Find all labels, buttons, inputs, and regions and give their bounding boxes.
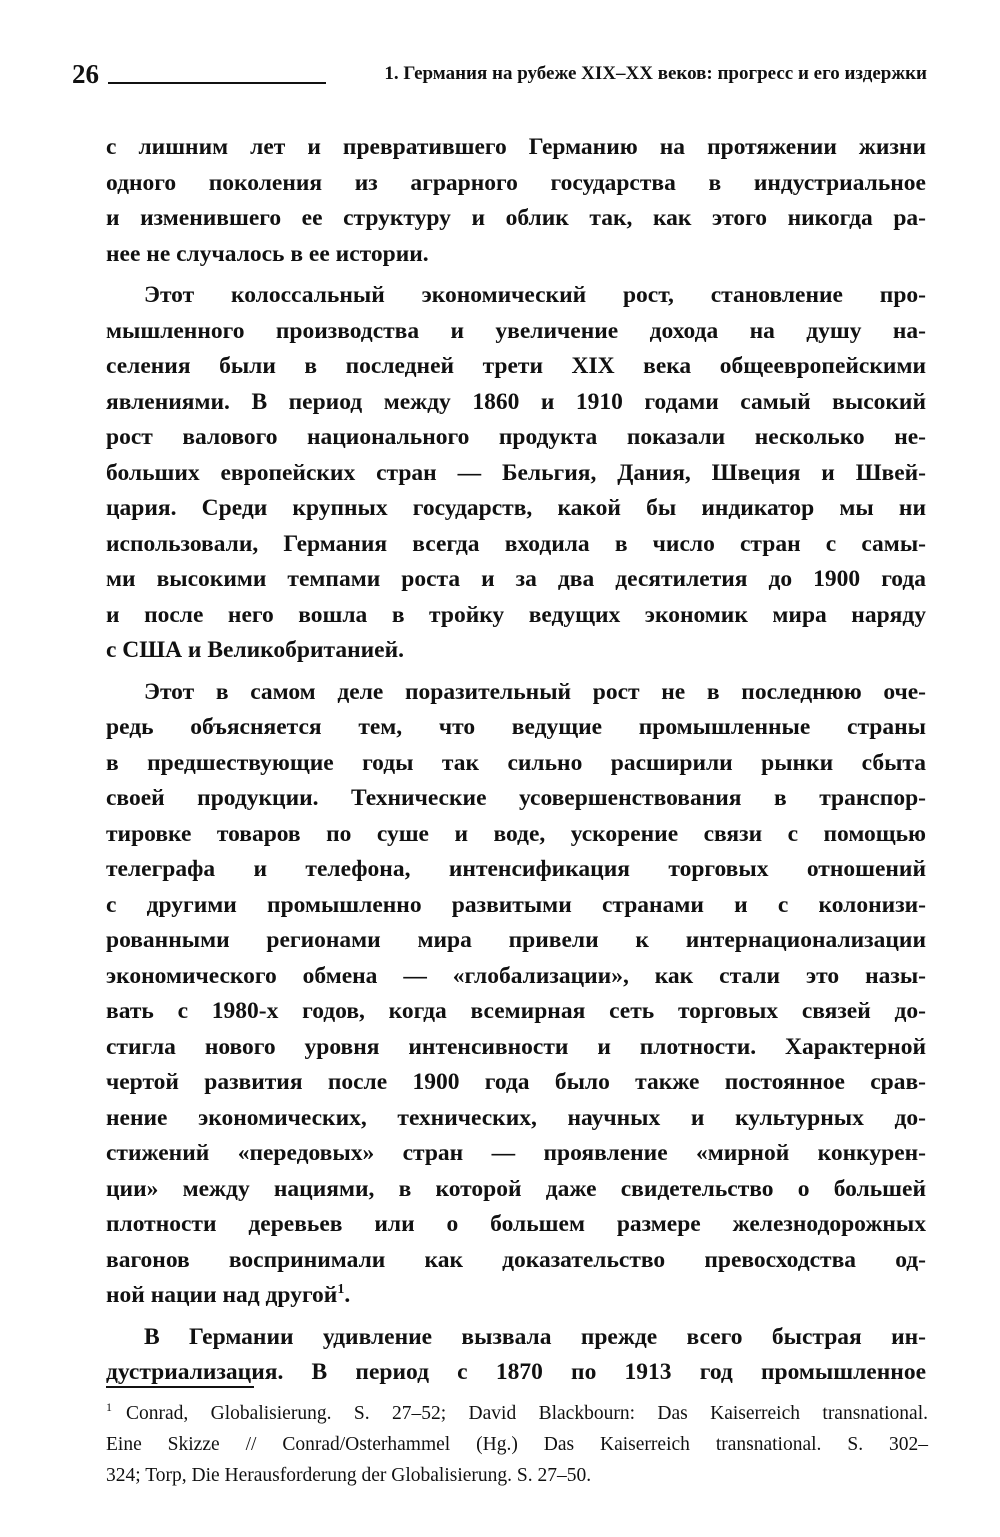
running-head xyxy=(72,58,927,90)
text-line: ции» между нациями, в которой даже свидетельство о большей xyxy=(106,1175,926,1202)
text-line: цария. Среди крупных государств, какой бы индикатор мы ни xyxy=(106,495,926,521)
page-number: 26 xyxy=(72,59,99,89)
text-line: В Германии удивление вызвала прежде всего быстрая ин- xyxy=(144,1323,926,1350)
footnote-reference[interactable]: 1 xyxy=(337,1282,345,1297)
text-line: больших европейских стран — Бельгия, Дания, Швеция и Швей- xyxy=(106,459,926,486)
text-line: использовали, Германия всегда входила в число стран с самы- xyxy=(106,530,926,557)
footnote-line: 324; Torp, Die Herausforderung der Globalisierung. S. 27–50. xyxy=(106,1465,592,1486)
footnote-line-content: Conrad, Globalisierung. S. 27–52; David Blackbourn: Das Kaiserreich transnational. xyxy=(126,1403,928,1424)
text-line: телеграфа и телефона, интенсификация торговых отношений xyxy=(106,856,926,882)
text-line: стижений «передовых» стран — проявление «мирной конкурен- xyxy=(106,1140,926,1166)
chapter-title: 1. Германия на рубеже XIX–XX веков: прогресс и его издержки xyxy=(384,63,927,84)
text-line: вагонов воспринимали как доказательство превосходства од- xyxy=(106,1246,926,1273)
text-line: ми высокими темпами роста и за два десятилетия до 1900 года xyxy=(106,566,926,592)
text-line: и изменившего ее структуру и облик так, как этого никогда ра- xyxy=(106,205,926,231)
text-line: с США и Великобританией. xyxy=(106,637,405,663)
header-rule xyxy=(108,82,326,84)
text-line: и после него вошла в тройку ведущих экономик мира наряду xyxy=(106,601,926,628)
text-line: селения были в последней трети XIX века общеевропейскими xyxy=(106,353,926,379)
text-line: чертой развития после 1900 года было также постоянное срав- xyxy=(106,1069,926,1095)
text-line xyxy=(106,1278,926,1314)
text-line: нение экономических, технических, научных и культурных до- xyxy=(106,1104,926,1131)
text-line: дустриализация. В период с 1870 по 1913 год промышленное xyxy=(106,1359,926,1385)
text-line: редь объясняется тем, что ведущие промышленные страны xyxy=(106,714,926,740)
footnote-marker: 1 xyxy=(106,1400,112,1414)
footnote xyxy=(106,1398,928,1491)
text-line-content: ной нации над другой xyxy=(106,1282,338,1308)
text-line: экономического обмена — «глобализации», как стали это назы- xyxy=(106,962,926,989)
text-line: Этот колоссальный экономический рост, становление про- xyxy=(144,282,926,308)
text-line: рост валового национального продукта показали несколько не- xyxy=(106,424,926,450)
text-line: нее не случалось в ее истории. xyxy=(106,240,429,267)
paragraph xyxy=(106,130,926,272)
text-line: мышленного производства и увеличение дохода на душу на- xyxy=(106,317,926,344)
footnote-trailing-punctuation: . xyxy=(344,1282,351,1308)
text-line: плотности деревьев или о большем размере железнодорожных xyxy=(106,1211,926,1237)
paragraph xyxy=(106,1320,926,1391)
text-line: в предшествующие годы так сильно расширили рынки сбыта xyxy=(106,749,926,776)
text-line: вать с 1980-х годов, когда всемирная сеть торговых связей до- xyxy=(106,998,926,1024)
text-line: своей продукции. Технические усовершенствования в транспор- xyxy=(106,785,926,811)
paragraph xyxy=(106,675,926,1314)
text-line: одного поколения из аграрного государства в индустриальное xyxy=(106,169,926,196)
footnote-line xyxy=(106,1398,928,1429)
text-line: явлениями. В период между 1860 и 1910 годами самый высокий xyxy=(106,388,926,415)
text-line: рованными регионами мира привели к интернационализации xyxy=(106,927,926,953)
text-line: с другими промышленно развитыми странами и с колонизи- xyxy=(106,891,926,918)
text-line: с лишним лет и превратившего Германию на протяжении жизни xyxy=(106,134,926,160)
footnotes xyxy=(106,1398,928,1491)
footnote-rule xyxy=(106,1386,254,1388)
footnote-line: Eine Skizze // Conrad/Osterhammel (Hg.) Das Kaiserreich transnational. S. 302– xyxy=(106,1434,928,1455)
paragraph xyxy=(106,278,926,669)
body-text xyxy=(106,130,926,1391)
text-line: тировке товаров по суше и воде, ускорение связи с помощью xyxy=(106,820,926,847)
text-line: Этот в самом деле поразительный рост не в последнюю оче- xyxy=(144,678,926,705)
text-line: стигла нового уровня интенсивности и плотности. Характерной xyxy=(106,1033,926,1060)
